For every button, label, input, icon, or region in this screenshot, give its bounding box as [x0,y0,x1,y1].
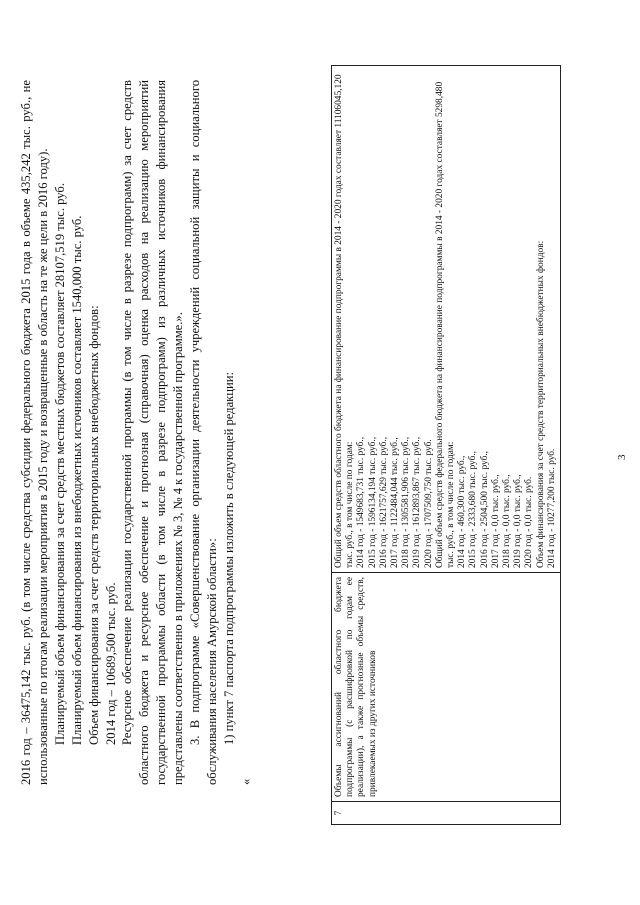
page-number: 3 [616,454,628,460]
funding-line: 2018 год - 0,0 тыс. руб., [502,474,513,568]
paragraph-local-budgets: Планируемый объем финансирования за счет средств местных бюджетов составляет 28107,519 тыс. руб. [52,183,67,745]
paragraph-passport-item: 1) пункт 7 паспорта подпрограммы изложить в следующей редакции: [221,371,236,745]
paragraph-subprogram: 3. В подпрограмме «Совершенствование организации деятельности учреждений социальной защиты и социального обслуживания населения Амурской области»: [188,80,219,785]
passport-table [331,65,561,825]
funding-line: 2017 год - 1122484,044 тыс. руб., [390,437,401,568]
row-number: 7 [332,802,561,825]
funding-line: Объем финансирования за счет средств территориальных внебюджетных фондов: [535,240,546,568]
funding-line: 2015 год - 2333,680 тыс. руб., [468,450,479,568]
row-value [332,66,561,573]
paragraph-2014-funds: 2014 год – 10689,500 тыс. руб. [103,582,118,745]
funding-line: 2020 год - 0,0 тыс. руб. [524,476,535,568]
row-label: Объемы ассигнований областного бюджета подпрограммы (с расшифровкой по годам ее реализации), а также прогнозные объемы средств, привлекаемых из других источников [332,573,561,802]
funding-line: Общий объем средств федерального бюджета на финансирование подпрограммы в 2014 - 2020 годах составляет 5298,480 тыс. руб., в том числе по годам: [434,81,457,568]
opening-quote: « [238,778,253,785]
funding-line: 2016 год - 2504,500 тыс. руб., [479,450,490,568]
funding-line: 2019 год - 1612893,867 тыс. руб., [412,436,423,568]
paragraph-resource-provision: Ресурсное обеспечение реализации государственной программы (в том числе в разрезе подпрограмм) за счет средств областного бюджета и ресурсное обеспечение и прогнозная (справочная) оценка расходов на реализацию мероприятий государственной программы области (в том числе в разрезе подпрограмм) из различных источников финансирования представлены соответственно в приложениях № 3, № 4 к государственной программе.». [120,80,186,785]
funding-line: 2016 год - 1621757,629 тыс. руб., [378,436,389,568]
funding-line: 2014 год - 10277,200 тыс. руб. [546,448,557,568]
funding-line: Общий объем средств областного бюджета на финансирование подпрограммы в 2014 - 2020 годах составляет 11106045,120 тыс. руб., в том числе по годам: [334,74,356,568]
funding-line: 2015 год - 1596134,194 тыс. руб., [367,436,378,568]
paragraph-extrabudgetary: Планируемый объем финансирования из внебюджетных источников составляет 1540,000 тыс. руб. [69,215,84,745]
paragraph-2016-funding: 2016 год – 36475,142 тыс. руб. (в том числе средства субсидии федерального бюджета 2015 года в объеме 435,242 тыс. руб., не использованные по итогам реализации мероприятия в 2015 году и возвращенные в область на те же цели в 2016 году). [19,80,50,785]
paragraph-territorial-funds: Объем финансирования за счет средств территориальных внебюджетных фондов: [86,305,101,745]
table-row [332,66,561,825]
document-body [18,80,255,785]
funding-line: 2014 год - 460,300 тыс. руб., [457,455,468,568]
funding-line: 2020 год - 1707509,750 тыс. руб. [423,439,434,568]
funding-line: 2019 год - 0,0 тыс. руб., [513,474,524,568]
funding-line: 2014 год - 1549683,731 тыс. руб., [356,436,367,568]
funding-line: 2017 год - 0,0 тыс. руб., [490,474,501,568]
funding-line: 2018 год - 1305581,906 тыс. руб., [401,436,412,568]
